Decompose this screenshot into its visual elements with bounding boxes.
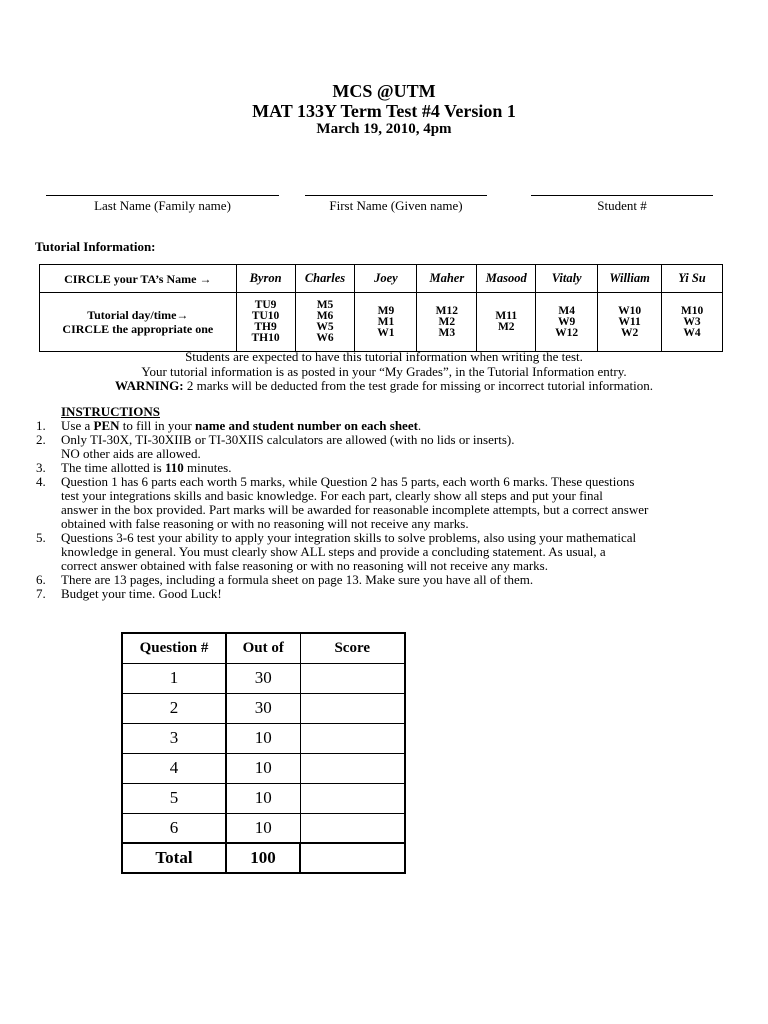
score-cell[interactable]: [300, 663, 405, 693]
instruction-item: [36, 531, 736, 573]
instruction-item: [36, 573, 736, 587]
slot-cell[interactable]: [417, 293, 477, 352]
out-of-value: 10: [226, 723, 300, 753]
question-number: 5: [122, 783, 226, 813]
slot[interactable]: M9: [377, 304, 395, 317]
item-number: 3.: [36, 460, 46, 475]
out-of-value: 10: [226, 783, 300, 813]
ta-name-cell[interactable]: Maher: [417, 265, 477, 293]
text: Only TI-30X, TI-30XIIB or TI-30XIIS calculators are allowed (with no lids or inserts).: [61, 432, 515, 447]
time-row-label: [40, 293, 237, 352]
text-bold: PEN: [93, 418, 120, 433]
item-number: 4.: [36, 474, 46, 489]
instruction-item: [36, 419, 736, 433]
ta-row-label: CIRCLE your TA’s Name →: [40, 265, 237, 293]
text-bold: name and student number on each sheet: [194, 418, 418, 433]
warning-text: 2 marks will be deducted from the test grade for missing or incorrect tutorial information.: [183, 378, 653, 393]
text: .: [417, 418, 422, 433]
table-row: [122, 723, 405, 753]
score-header-score: Score: [300, 633, 405, 663]
test-date: March 19, 2010, 4pm: [316, 121, 452, 137]
table-row: [122, 783, 405, 813]
ta-name-cell[interactable]: Vitaly: [536, 265, 598, 293]
slot[interactable]: M6: [316, 310, 334, 322]
warning-label: WARNING:: [115, 378, 184, 393]
slot[interactable]: W5: [316, 321, 334, 333]
tutorial-note-2: Your tutorial information is as posted in your “My Grades”, in the Tutorial Information entry.: [141, 363, 627, 379]
out-of-value: 10: [226, 813, 300, 843]
table-row: [122, 753, 405, 783]
item-number: 7.: [36, 586, 46, 601]
slot-cell[interactable]: [662, 293, 723, 352]
slot[interactable]: M2: [497, 321, 515, 333]
total-row: [122, 843, 405, 873]
slot[interactable]: M10: [680, 304, 704, 317]
slot-cell[interactable]: [295, 293, 355, 352]
item-number: 6.: [36, 572, 46, 587]
slot[interactable]: W10: [618, 304, 642, 317]
ta-name-cell[interactable]: Yi Su: [662, 265, 723, 293]
score-cell[interactable]: [300, 783, 405, 813]
tutorial-notes: [0, 350, 768, 394]
slot-cell[interactable]: [477, 293, 536, 352]
slot[interactable]: W12: [555, 326, 579, 339]
total-value: 100: [226, 843, 300, 873]
time-row-label-1: Tutorial day/time→: [87, 308, 189, 322]
slot[interactable]: M5: [316, 299, 334, 311]
out-of-value: 30: [226, 693, 300, 723]
test-title: MAT 133Y Term Test #4 Version 1: [252, 101, 516, 121]
slot[interactable]: M12: [435, 304, 458, 317]
out-of-value: 10: [226, 753, 300, 783]
slot-cell[interactable]: [236, 293, 295, 352]
slot-cell[interactable]: [598, 293, 662, 352]
question-number: 6: [122, 813, 226, 843]
instructions: [36, 405, 736, 601]
tutorial-table: [39, 264, 723, 352]
text: Questions 3-6 test your ability to apply your integration skills to solve problems, also using your mathematical: [61, 530, 637, 545]
last-name-label: Last Name (Family name): [94, 198, 231, 213]
table-row: [122, 663, 405, 693]
text: There are 13 pages, including a formula sheet on page 13. Make sure you have all of them.: [61, 572, 534, 587]
ta-name-cell[interactable]: Joey: [355, 265, 417, 293]
text: answer in the box provided. Part marks will be awarded for reasonable incomplete attempts, but a correct answer: [61, 502, 649, 517]
ta-name-cell[interactable]: William: [598, 265, 662, 293]
slot[interactable]: W9: [558, 315, 576, 328]
score-header-question: Question #: [122, 633, 226, 663]
text: Question 1 has 6 parts each worth 5 marks, while Question 2 has 5 parts, each worth 6 marks. These questions: [61, 474, 635, 489]
score-table: [121, 632, 406, 874]
student-number-field[interactable]: [531, 195, 713, 214]
last-name-field[interactable]: [46, 195, 279, 214]
slot[interactable]: TU10: [251, 310, 280, 322]
score-cell[interactable]: [300, 813, 405, 843]
slot[interactable]: W11: [618, 315, 641, 328]
first-name-label: First Name (Given name): [329, 198, 463, 213]
time-row-label-2: CIRCLE the appropriate one: [62, 322, 214, 336]
tutorial-warning: [0, 379, 768, 394]
text: NO other aids are allowed.: [61, 446, 201, 461]
slot[interactable]: M2: [438, 315, 456, 328]
slot-cell[interactable]: [536, 293, 598, 352]
table-row: [122, 693, 405, 723]
text: Use a: [61, 418, 94, 433]
item-number: 5.: [36, 530, 46, 545]
header-line-1: MCS @UTM: [332, 81, 436, 101]
tutorial-heading: Tutorial Information:: [35, 239, 156, 254]
ta-name-cell[interactable]: Byron: [236, 265, 295, 293]
slot[interactable]: M4: [558, 304, 575, 317]
text: knowledge in general. You must clearly show ALL steps and provide a concluding statement. As usual, a: [61, 544, 606, 559]
text: test your integrations skills and basic knowledge. For each part, clearly show all steps and put your final: [61, 488, 603, 503]
slot[interactable]: W2: [620, 326, 639, 339]
slot[interactable]: TU9: [254, 299, 277, 311]
out-of-value: 30: [226, 663, 300, 693]
total-label: Total: [122, 843, 226, 873]
text: Budget your time. Good Luck!: [61, 586, 222, 601]
instruction-item: [36, 475, 736, 531]
text: correct answer obtained with false reasoning or with no reasoning will not receive any marks.: [61, 558, 548, 573]
text-bold: 110: [164, 460, 184, 475]
ta-name-cell[interactable]: Charles: [295, 265, 355, 293]
slot[interactable]: W3: [683, 315, 701, 328]
text: obtained with false reasoning or with no reasoning will not receive any marks.: [61, 516, 469, 531]
item-number: 1.: [36, 418, 46, 433]
instruction-item: [36, 433, 736, 461]
tutorial-note-1: Students are expected to have this tutorial information when writing the test.: [185, 349, 583, 364]
slot[interactable]: TH9: [254, 321, 277, 333]
text: minutes.: [183, 460, 232, 475]
question-number: 1: [122, 663, 226, 693]
question-number: 4: [122, 753, 226, 783]
instruction-item: [36, 461, 736, 475]
instruction-item: [36, 587, 736, 601]
instructions-title: INSTRUCTIONS: [61, 404, 160, 419]
slot[interactable]: M1: [377, 315, 395, 328]
table-row: [122, 813, 405, 843]
slot[interactable]: TH10: [251, 332, 280, 344]
score-cell[interactable]: [300, 693, 405, 723]
slot-cell[interactable]: [355, 293, 417, 352]
slot[interactable]: M3: [438, 326, 456, 339]
text: to fill in your: [119, 418, 195, 433]
slot[interactable]: W6: [316, 332, 334, 344]
ta-name-cell[interactable]: Masood: [477, 265, 536, 293]
slot[interactable]: W4: [683, 326, 701, 339]
question-number: 2: [122, 693, 226, 723]
item-number: 2.: [36, 432, 46, 447]
slot[interactable]: W1: [377, 326, 395, 339]
score-cell[interactable]: [300, 723, 405, 753]
first-name-field[interactable]: [305, 195, 487, 214]
text: The time allotted is: [61, 460, 165, 475]
total-score-cell[interactable]: [300, 843, 405, 873]
score-header-outof: Out of: [226, 633, 300, 663]
student-number-label: Student #: [597, 198, 647, 213]
slot[interactable]: M11: [495, 310, 518, 322]
question-number: 3: [122, 723, 226, 753]
score-cell[interactable]: [300, 753, 405, 783]
